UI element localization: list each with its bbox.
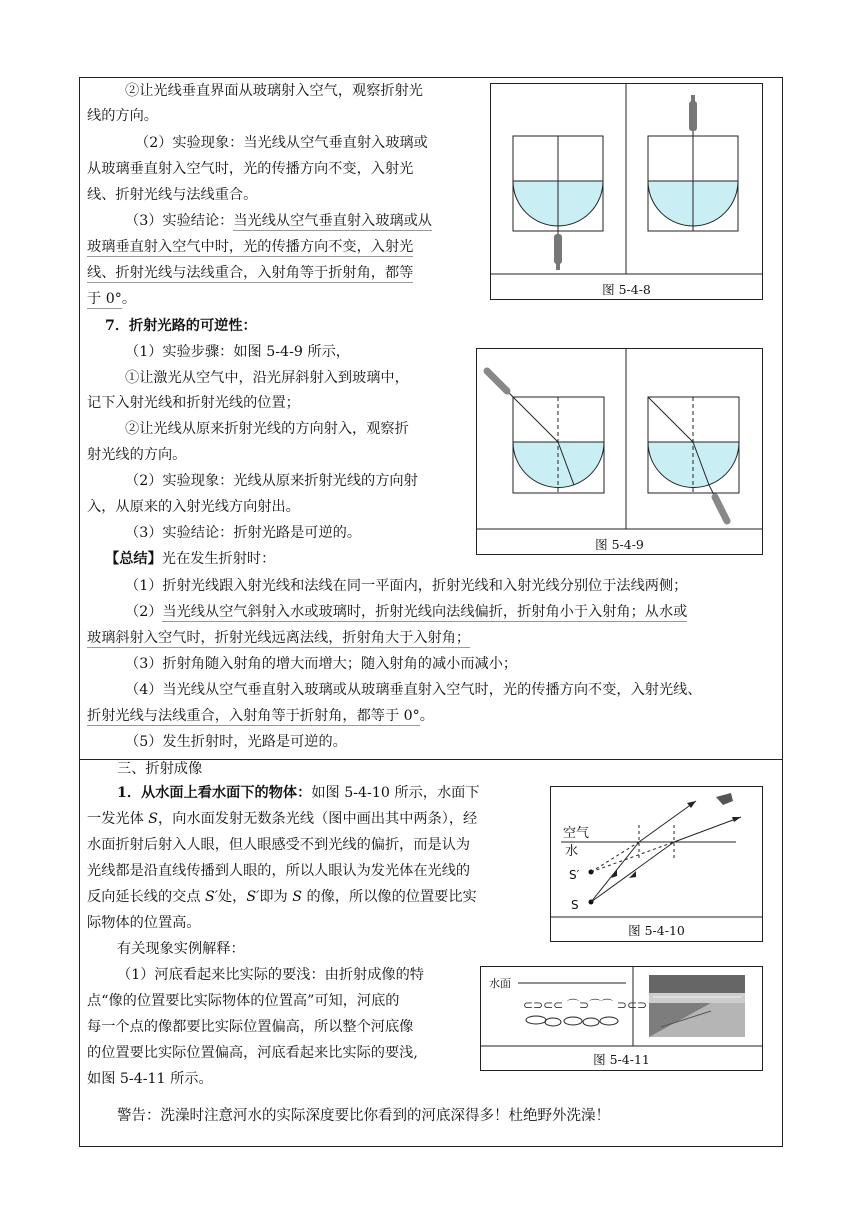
examples-heading: 有关现象实例解释： xyxy=(117,941,245,957)
summary-item-3: （3）折射角随入射角的增大而增大；随入射角的减小而减小； xyxy=(125,656,518,672)
summary-item-2-underlined-cont: 玻璃斜射入空气时，折射光线远离法线，折射角大于入射角； xyxy=(87,630,471,646)
step2-text-cont: 线的方向。 xyxy=(87,108,158,124)
figure-5-4-10 xyxy=(550,786,763,942)
symbol-s: S xyxy=(148,811,158,827)
symbol-s-2: S xyxy=(292,889,302,905)
symbol-s-prime: S′ xyxy=(205,889,218,905)
conclusion1-line3 xyxy=(87,264,413,282)
fig10-label-air: 空气 xyxy=(563,826,590,841)
figure-5-4-10-caption: 图 5-4-10 xyxy=(628,923,685,938)
section-title-refraction-imaging: 三、折射成像 xyxy=(117,761,203,777)
imaging-heading: 1．从水面上看水面下的物体： xyxy=(117,785,312,801)
rev-step1b: 记下入射光线和折射光线的位置； xyxy=(87,395,300,411)
conclusion1-underlined-3: 线、折射光线与法线重合，入射角等于折射角，都等 xyxy=(87,265,414,281)
conclusion1-underlined-2: 玻璃垂直射入空气中时，光的传播方向不变，入射光 xyxy=(87,239,414,255)
phenomenon1-line3: 线、折射光线与法线重合。 xyxy=(87,187,258,203)
figure-5-4-8 xyxy=(490,83,763,300)
imaging-para-line6: 际物体的位置高。 xyxy=(87,915,201,931)
warning-text: 警告：洗澡时注意河水的实际深度要比你看到的河底深得多！杜绝野外洗澡！ xyxy=(117,1108,610,1124)
figure-5-4-9-drawing xyxy=(477,349,762,554)
example1-line1: （1）河底看起来比实际的要浅：由折射成像的特 xyxy=(117,967,424,983)
rev-step1a: ①让激光从空气中，沿光屏斜射入到玻璃中， xyxy=(125,370,409,386)
example1-line5: 如图 5-4-11 所示。 xyxy=(87,1071,213,1087)
summary-intro xyxy=(105,550,275,568)
imaging-para-line2 xyxy=(87,810,477,828)
conclusion1-line4 xyxy=(87,290,136,308)
rev-phenomenon-a: （2）实验现象：光线从原来折射光线的方向射 xyxy=(125,473,418,489)
imaging-para-line5-a: 反向延长线的交点 xyxy=(87,889,206,905)
summary-item-2-underlined: 当光线从空气斜射入水或玻璃时，折射光线向法线偏折，折射角小于入射角；从水或 xyxy=(162,604,688,620)
conclusion1-line2 xyxy=(87,238,413,256)
summary-item-5: （5）发生折射时，光路是可逆的。 xyxy=(125,734,347,750)
conclusion1-underlined-4: 于 0° xyxy=(87,291,122,307)
summary-intro-text: 光在发生折射时： xyxy=(161,551,276,567)
summary-item-2-prefix: （2） xyxy=(125,604,163,620)
example1-line4: 的位置要比实际位置偏高，河底看起来比实际的要浅, xyxy=(87,1045,418,1061)
rev-step2b: 射光线的方向。 xyxy=(87,447,187,463)
imaging-para-line2-b: ，向水面发射无数条光线（图中画出其中两条），经 xyxy=(158,811,478,827)
figure-5-4-9-caption: 图 5-4-9 xyxy=(595,537,644,552)
fig10-label-s: S xyxy=(571,898,579,912)
rev-phenomenon-b: 入，从原来的入射光线方向射出。 xyxy=(87,499,300,515)
imaging-para-line5-c: 即为 xyxy=(259,889,293,905)
figure-5-4-11 xyxy=(480,966,763,1071)
conclusion1-underlined: 当光线从空气垂直射入玻璃或从 xyxy=(233,213,432,229)
rev-step1: （1）实验步骤：如图 5-4-9 所示， xyxy=(125,344,350,360)
example1-line3: 每一个点的像都要比实际位置偏高，所以整个河底像 xyxy=(87,1019,414,1035)
imaging-para-line2-a: 一发光体 xyxy=(87,811,149,827)
conclusion1-prefix: （3）实验结论： xyxy=(125,213,234,229)
rev-step2a: ②让光线从原来折射光线的方向射入，观察折 xyxy=(125,421,409,437)
svg-text:⊂⊃⊂⊂ ⌒⊃⌒⌒ ⊃⊂⊃: ⊂⊃⊂⊂ ⌒⊃⌒⌒ ⊃⊂⊃ xyxy=(523,998,648,1012)
imaging-para-line5-d: 的像，所以像的位置要比实 xyxy=(301,889,477,905)
imaging-para-line5-b: 处， xyxy=(217,889,247,905)
figure-5-4-8-drawing xyxy=(491,84,762,299)
conclusion1-end: 。 xyxy=(121,291,137,307)
symbol-s-prime-2: S′ xyxy=(246,889,260,905)
rev-conclusion: （3）实验结论：折射光路是可逆的。 xyxy=(125,525,362,541)
step2-text: ②让光线垂直界面从玻璃射入空气，观察折射光 xyxy=(125,83,423,99)
summary-item-4-cont xyxy=(87,707,434,725)
imaging-para-line3: 水面折射后射入人眼，但人眼感受不到光线的偏折，而是认为 xyxy=(87,837,471,853)
example1-line2: 点“像的位置要比实际物体的位置高”可知，河底的 xyxy=(87,993,400,1009)
figure-5-4-8-caption: 图 5-4-8 xyxy=(602,282,651,297)
summary-item-1: （1）折射光线跟入射光线和法线在同一平面内，折射光线和入射光线分别位于法线两侧； xyxy=(125,578,688,594)
imaging-para-line1-text: 如图 5-4-10 所示，水面下 xyxy=(311,785,480,801)
summary-item-2-cont xyxy=(87,629,470,647)
fig10-label-s-prime: S′ xyxy=(569,868,580,882)
summary-item-2 xyxy=(125,603,687,621)
conclusion1-line1 xyxy=(125,212,432,230)
imaging-para-line5 xyxy=(87,888,477,906)
imaging-para-line1 xyxy=(117,784,480,802)
figure-5-4-10-drawing xyxy=(551,787,762,941)
fig10-label-water: 水 xyxy=(565,844,579,859)
phenomenon1-line2: 从玻璃垂直射入空气时，光的传播方向不变，入射光 xyxy=(87,161,414,177)
summary-item-4: （4）当光线从空气垂直射入玻璃或从玻璃垂直射入空气时，光的传播方向不变，入射光线、 xyxy=(125,682,702,698)
phenomenon1-line1: （2）实验现象：当光线从空气垂直射入玻璃或 xyxy=(135,135,428,151)
imaging-para-line4: 光线都是沿直线传播到人眼的，所以人眼认为发光体在光线的 xyxy=(87,863,471,879)
figure-5-4-11-caption: 图 5-4-11 xyxy=(593,1052,650,1067)
summary-item-4-underlined: 折射光线与法线重合，入射角等于折射角，都等于 0° xyxy=(87,708,420,724)
fig11-label-surface: 水面 xyxy=(489,977,511,990)
figure-5-4-9 xyxy=(476,348,763,555)
summary-item-4-end: 。 xyxy=(419,708,434,724)
summary-label: 【总结】 xyxy=(105,551,162,567)
reversibility-heading: 7．折射光路的可逆性： xyxy=(105,318,257,334)
